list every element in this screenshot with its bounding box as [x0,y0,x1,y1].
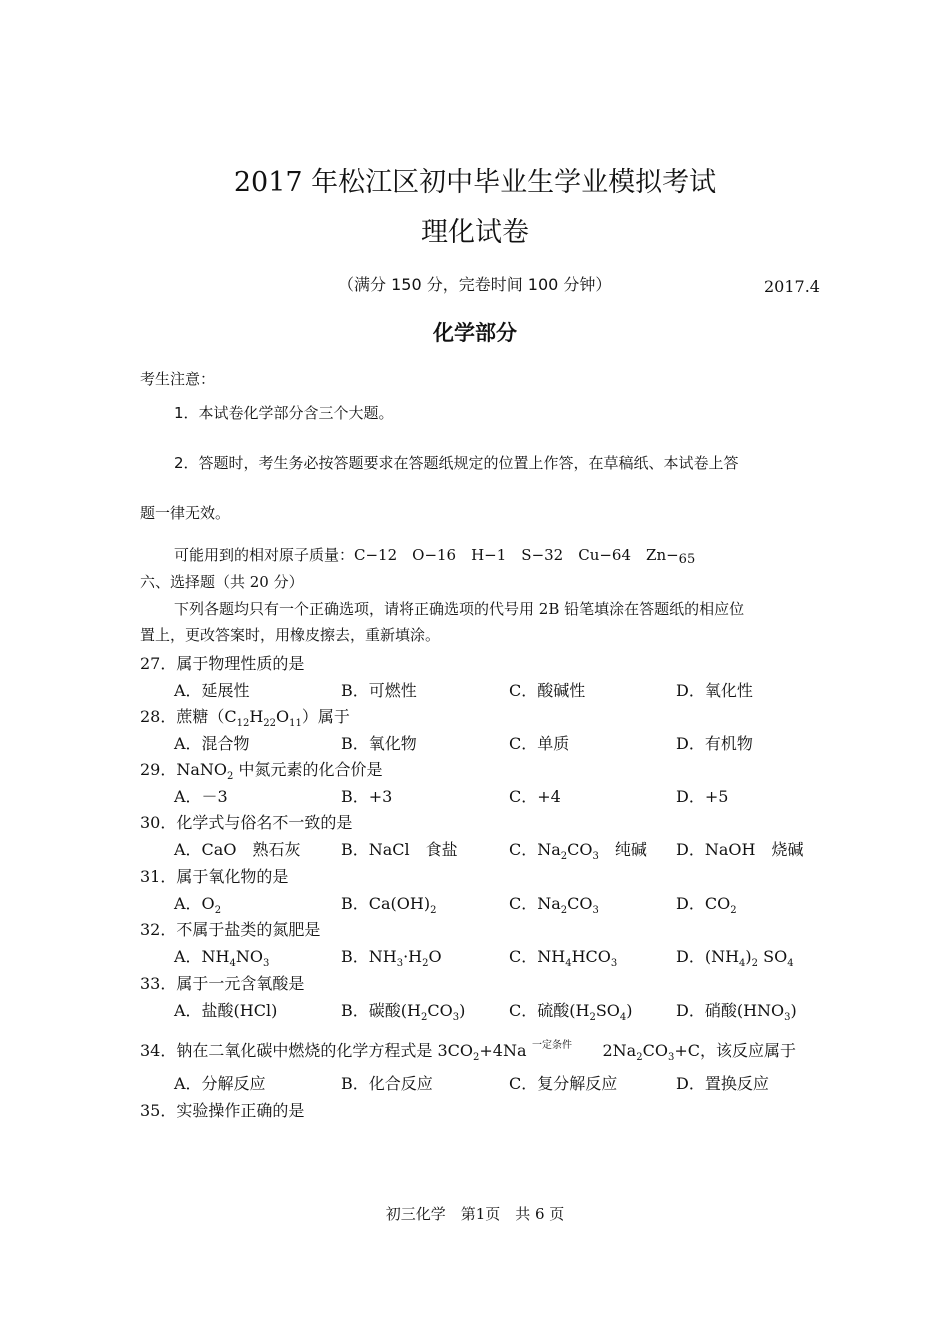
q30-c-pre: C．Na [509,840,561,859]
question-32-stem: 32．不属于盐类的氮肥是 [140,920,321,939]
q32-b-post: O [428,947,442,966]
q34-stem-mid: +4Na [479,1041,527,1060]
q33-c-post: ) [626,1001,633,1020]
q32-b-sub-2: 2 [422,958,429,969]
q32-c-sub-1: 4 [565,958,572,969]
question-34-option-a: A．分解反应 [174,1074,266,1093]
question-27-option-d: D．氧化性 [676,681,753,700]
question-30-stem: 30．化学式与俗名不一致的是 [140,813,353,832]
q32-a-sub-1: 4 [229,958,236,969]
question-33-option-c [509,998,633,1021]
q34-stem-post: +C，该反应属于 [674,1041,796,1060]
question-27-option-a: A．延展性 [174,681,250,700]
q30-c-sub-1: 2 [560,851,568,862]
atomic-masses [174,544,695,567]
q32-a-mid: NO [235,947,264,966]
question-33-option-a: A．盐酸(HCl) [174,1001,278,1020]
question-33-option-d [676,998,797,1021]
question-28-stem [140,704,350,727]
q32-b-pre: B．NH [341,947,397,966]
q32-d-sub-3: 4 [787,958,794,969]
q31-c-sub-2: 3 [592,905,599,916]
question-28-option-a: A．混合物 [174,734,250,753]
question-34-stem [140,1038,796,1061]
q32-d-pre: D．(NH [676,947,740,966]
q28-o: O [276,707,290,726]
q28-sub-1: 12 [236,718,250,729]
question-32-option-d [676,944,794,967]
question-30-option-d: D．NaOH 烧碱 [676,840,804,859]
question-32-option-c [509,944,617,967]
q28-h: H [249,707,264,726]
question-31-option-c [509,891,599,914]
question-33-stem: 33．属于一元含氧酸是 [140,974,305,993]
part-instruction-line1: 下列各题均只有一个正确选项，请将正确选项的代号用 2B 铅笔填涂在答题纸的相应位 [174,600,745,618]
question-32-option-a [174,944,269,967]
q29-stem-pre: 29．NaNO [140,760,228,779]
question-34-option-d: D．置换反应 [676,1074,769,1093]
q33-b-pre: B．碳酸(H [341,1001,421,1020]
question-29-option-a: A．－3 [174,787,228,806]
question-29-option-d: D．+5 [676,787,729,806]
question-27-option-b: B．可燃性 [341,681,417,700]
q33-c-sub-2: 4 [619,1012,627,1023]
question-34-option-c: C．复分解反应 [509,1074,618,1093]
q32-c-mid: HCO [571,947,611,966]
question-28-option-c: C．单质 [509,734,570,753]
q34-prod-mid: CO [642,1041,668,1060]
q28-sub-3: 11 [289,718,302,729]
q33-d-pre: D．硝酸(HNO [676,1001,785,1020]
question-29-option-c: C．+4 [509,787,561,806]
q31-c-mid: CO [567,894,593,913]
question-30-option-b: B．NaCl 食盐 [341,840,458,859]
notice-item-2-cont: 题一律无效。 [140,504,231,522]
exam-date: 2017.4 [764,277,820,296]
q31-c-sub-1: 2 [560,905,568,916]
q33-b-sub-1: 2 [420,1012,428,1023]
exam-subtitle: （满分 150 分，完卷时间 100 分钟） [338,275,612,294]
question-34-option-b: B．化合反应 [341,1074,433,1093]
section-title: 化学部分 [433,321,517,345]
q32-c-pre: C．NH [509,947,566,966]
q32-a-sub-2: 3 [263,958,270,969]
q33-b-post: ) [459,1001,466,1020]
q33-b-sub-2: 3 [452,1012,460,1023]
q28-stem-pre: 28．蔗糖（C [140,707,237,726]
q33-d-sub: 3 [784,1012,791,1023]
q33-d-post: ) [790,1001,797,1020]
q29-sub: 2 [227,771,234,782]
q31-b-sub: 2 [430,905,437,916]
q33-b-mid: CO [427,1001,453,1020]
exam-title: 2017 年松江区初中毕业生学业模拟考试 [233,167,717,198]
q33-c-pre: C．硫酸(H [509,1001,590,1020]
q31-d-pre: D．CO [676,894,731,913]
q31-b-pre: B．Ca(OH) [341,894,431,913]
q32-d-sub-2: 2 [751,958,759,969]
page-footer: 初三化学 第1页 共 6 页 [385,1205,565,1223]
q30-c-post: 纯碱 [598,840,647,859]
q34-stem-pre: 34．钠在二氧化碳中燃烧的化学方程式是 3CO [140,1041,473,1060]
q32-d-sub-1: 4 [739,958,746,969]
question-27-option-c: C．酸碱性 [509,681,586,700]
question-33-option-b [341,998,465,1021]
question-27-stem: 27．属于物理性质的是 [140,654,305,673]
atomic-masses-zn: 65 [678,552,696,567]
question-28-option-b: B．氧化物 [341,734,417,753]
question-31-option-d [676,891,737,914]
question-30-option-c [509,837,647,860]
q30-c-mid: CO [567,840,593,859]
question-31-option-a [174,891,221,914]
part-heading: 六、选择题（共 20 分） [140,573,304,591]
q32-d-post: SO [758,947,788,966]
q30-c-sub-2: 3 [592,851,599,862]
notice-item-2: 2．答题时，考生务必按答题要求在答题纸规定的位置上作答，在草稿纸、本试卷上答 [174,454,739,472]
q34-sub-2: 2 [636,1052,643,1063]
q28-stem-post: ）属于 [301,707,350,726]
q32-b-mid: ·H [403,947,423,966]
question-31-option-b [341,891,436,914]
q31-a-sub: 2 [214,905,222,916]
q32-c-sub-2: 3 [610,958,618,969]
q32-b-sub-1: 3 [396,958,404,969]
q31-a-pre: A．O [174,894,215,913]
atomic-masses-label: 可能用到的相对原子质量： [174,546,355,564]
q33-c-sub-1: 2 [589,1012,596,1023]
notice-item-1: 1．本试卷化学部分含三个大题。 [174,404,394,422]
q33-c-mid: SO [595,1001,620,1020]
q31-d-sub: 2 [730,905,737,916]
q29-stem-post: 中氮元素的化合价是 [233,760,383,779]
question-31-stem: 31．属于氧化物的是 [140,867,289,886]
atomic-masses-values: C−12 O−16 H−1 S−32 Cu−64 Zn− [354,546,679,564]
notice-heading: 考生注意： [140,370,216,388]
q28-sub-2: 22 [263,718,277,729]
question-29-option-b: B．+3 [341,787,393,806]
question-28-option-d: D．有机物 [676,734,753,753]
question-35-stem: 35．实验操作正确的是 [140,1101,305,1120]
q32-d-mid: ) [745,947,752,966]
question-29-stem [140,757,383,780]
question-30-option-a: A．CaO 熟石灰 [174,840,301,859]
q34-sub-3: 3 [667,1052,675,1063]
part-instruction-line2: 置上，更改答案时，用橡皮擦去，重新填涂。 [140,626,441,644]
q34-sub-1: 2 [473,1052,480,1063]
question-32-option-b [341,944,442,967]
q31-c-pre: C．Na [509,894,561,913]
q34-prod-pre: 2Na [602,1041,637,1060]
paper-title: 理化试卷 [421,217,529,248]
reaction-condition: 一定条件 [532,1040,572,1051]
q32-a-pre: A．NH [174,947,230,966]
